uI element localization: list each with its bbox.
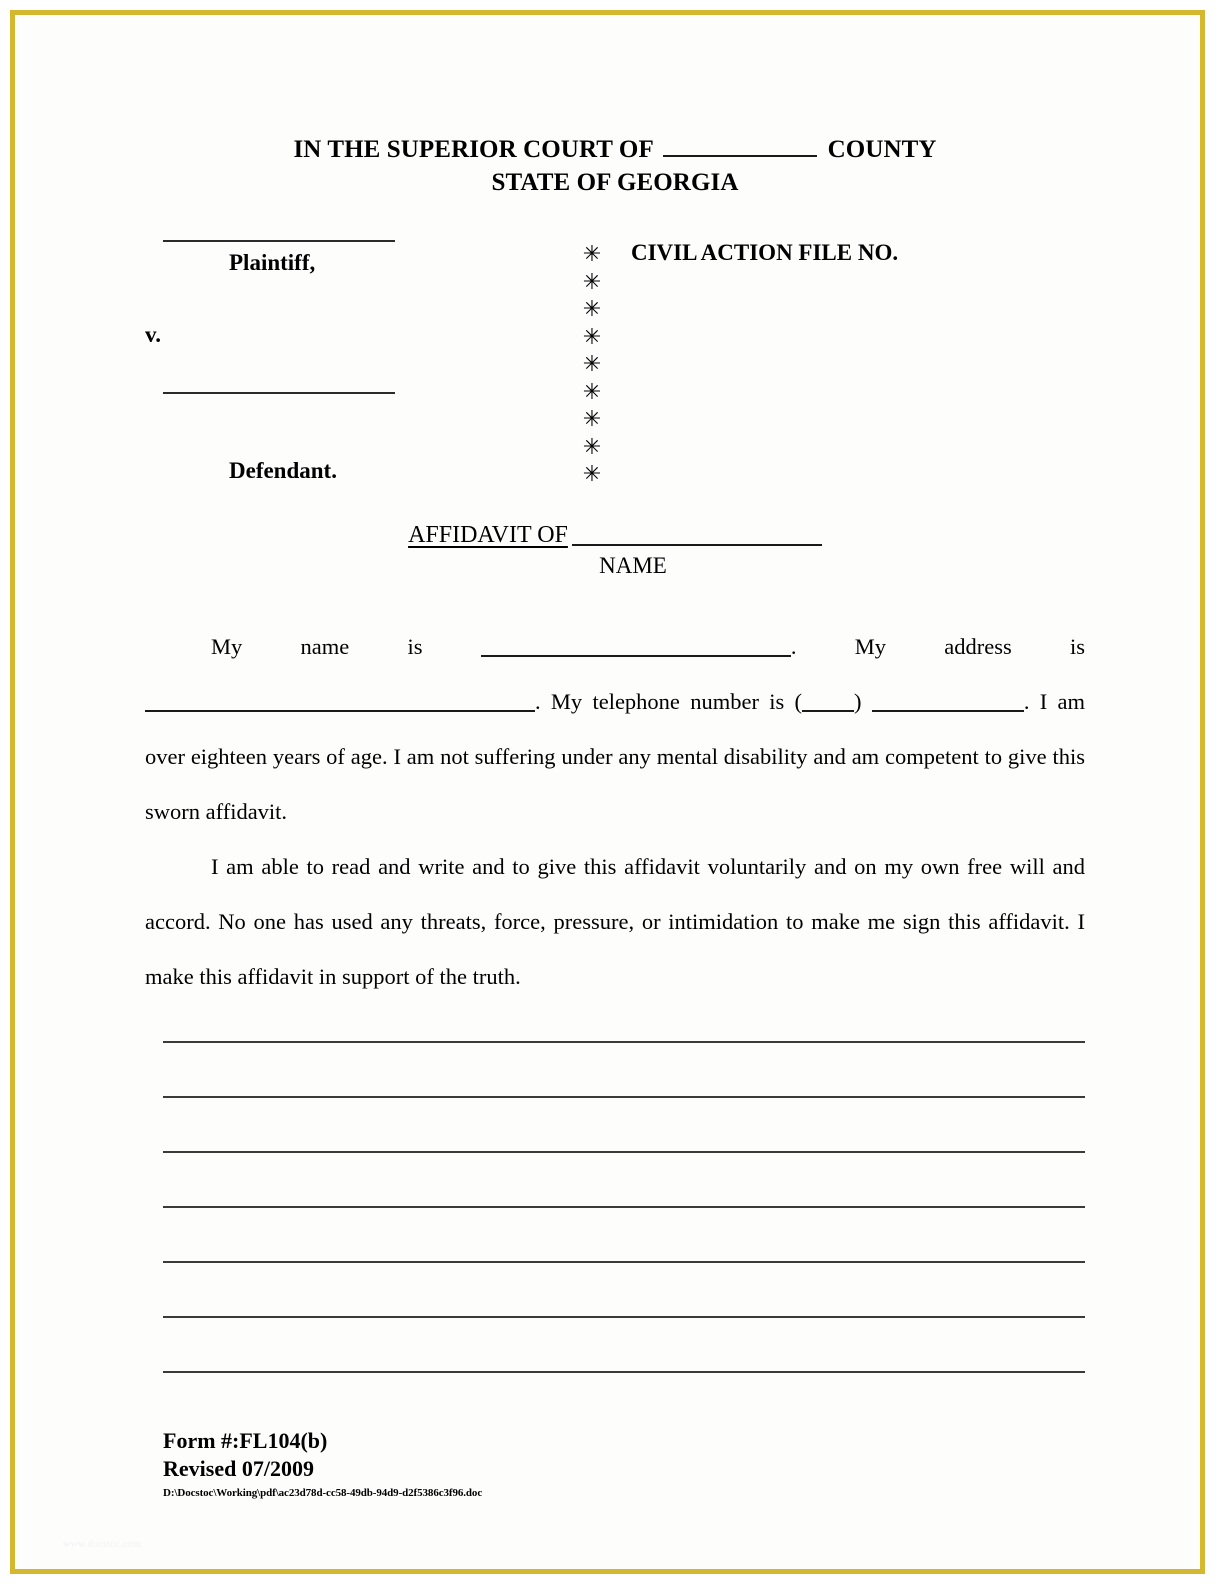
watermark: www.docstoc.com [63,1539,142,1550]
court-header-line-1 [145,135,1085,165]
affidavit-body [145,619,1085,1004]
statement-write-line[interactable] [163,1151,1085,1153]
caption-asterisk: ✳ [582,351,602,376]
statement-write-line[interactable] [163,1316,1085,1318]
form-number: Form #:FL104(b) [163,1428,328,1453]
statement-write-line[interactable] [163,1096,1085,1098]
revision-date: Revised 07/2009 [163,1456,314,1481]
court-header-line-2: STATE OF GEORGIA [491,169,739,196]
is-text-1: is [407,634,423,659]
plaintiff-label: Plaintiff, [229,250,316,275]
document-sheet [15,15,1200,1569]
caption-asterisk: ✳ [582,323,602,349]
caption-asterisk: ✳ [582,406,602,431]
civil-action-file-no-label: CIVIL ACTION FILE NO. [631,240,899,265]
name-text: name [300,634,350,659]
caption-asterisk: ✳ [582,461,602,486]
paren-close: ) [854,689,862,714]
caption-asterisk-divider [577,240,607,488]
caption-asterisk: ✳ [582,241,602,266]
defendant-name-blank[interactable] [163,392,395,394]
caption-asterisk: ✳ [582,433,602,459]
my-text-2: My [854,634,886,659]
document-footer [163,1427,482,1501]
source-file-path: D:\Docstoc\Working\pdf\ac23d78d-cc58-49db-94d9-d2f5386c3f96.doc [163,1487,483,1499]
voluntariness-text: I am able to read and write and to give this affidavit voluntarily and on my own free will and accord. No one has used any threats, force, pressure, or intimidation to make me sign this affidavit. I make this affidavit in support of the truth. [145,854,1085,989]
paragraph-voluntariness [145,839,1085,1004]
period-1: . [790,634,797,659]
court-header-prefix: IN THE SUPERIOR COURT OF [293,136,653,163]
statement-write-lines [163,1041,1085,1373]
document-body [145,135,1085,1004]
county-blank-field[interactable] [663,137,817,157]
is-text-2: is [1069,634,1085,659]
period-2: . [1023,689,1030,714]
court-header [145,135,1085,198]
name-blank-field[interactable] [481,637,791,657]
statement-write-line[interactable] [163,1206,1085,1208]
defendant-label: Defendant. [229,458,337,483]
caption-asterisk: ✳ [582,296,602,321]
address-text: address [944,634,1012,659]
telephone-text: . My telephone number is ( [535,689,803,714]
affidavit-of-label: AFFIDAVIT OF [408,522,568,548]
affidavit-name-caption: NAME [599,553,667,578]
statement-write-line[interactable] [163,1371,1085,1373]
area-code-blank-field[interactable] [802,692,854,712]
paragraph-identity [145,619,1085,839]
competency-text: I am over eighteen years of age. I am not suffering under any mental disability and am competent to give this sworn affidavit. [145,689,1086,824]
caption-asterisk: ✳ [582,268,602,294]
affidavit-title [408,522,822,549]
court-header-suffix: COUNTY [827,136,937,163]
plaintiff-name-blank[interactable] [163,240,395,242]
phone-blank-field[interactable] [872,692,1024,712]
case-caption [145,240,1085,502]
statement-write-line[interactable] [163,1041,1085,1043]
versus-label: v. [145,322,161,347]
affidavit-title-block [145,522,1085,579]
statement-write-line[interactable] [163,1261,1085,1263]
affidavit-name-blank-field[interactable] [572,524,822,546]
page-border [10,10,1205,1574]
address-blank-field[interactable] [145,692,535,712]
caption-parties-column [163,240,523,276]
caption-asterisk: ✳ [582,378,602,404]
my-text-1: My [211,634,243,659]
